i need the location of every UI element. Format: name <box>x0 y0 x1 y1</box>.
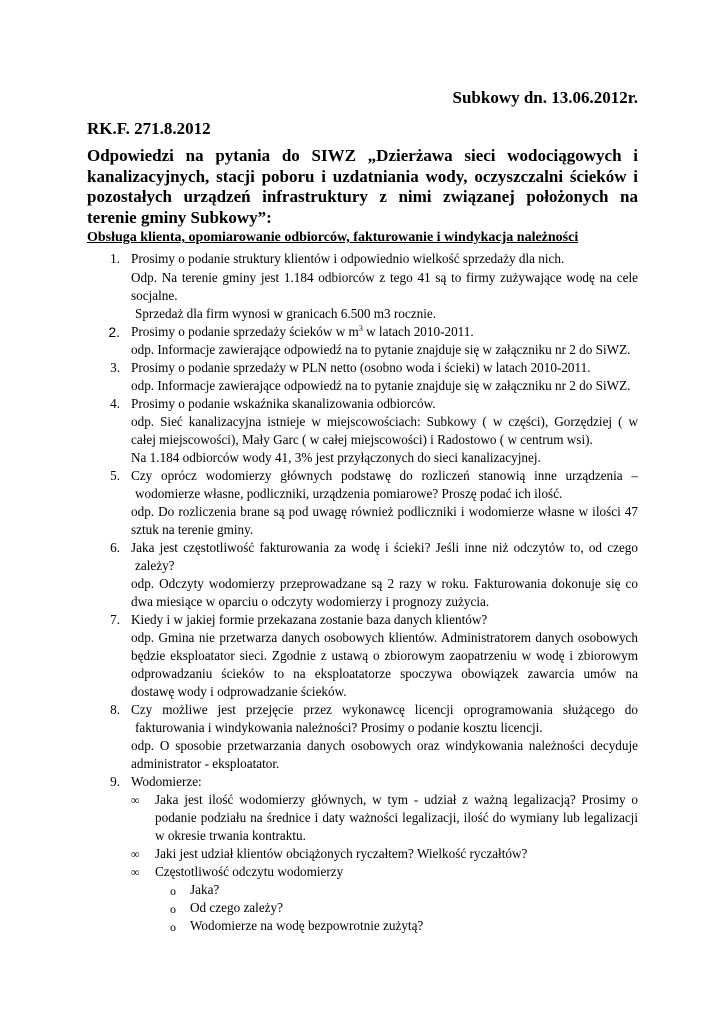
answer-text: odp. Do rozliczenia brane są pod uwagę również podliczniki i wodomierze własne w ilości 47 <box>131 504 638 519</box>
answer-text: odp. Informacje zawierające odpowiedź na to pytanie znajduje się w załączniku nr 2 do SiWZ. <box>131 342 631 357</box>
sub-bullet-text: Wodomierze na wodę bezpowrotnie zużytą? <box>190 918 424 933</box>
answer-text: odprowadzaniu ścieków to na eksploatatorze spoczywa obowiązek zawarcia umów na <box>131 666 638 681</box>
answer-text: sztuk na terenie gminy. <box>131 522 254 537</box>
section-heading: Obsługa klienta, opomiarowanie odbiorców, fakturowanie i windykacja należności <box>87 230 579 245</box>
question-text: Wodomierze: <box>131 774 202 789</box>
document-title: Odpowiedzi na pytania do SIWZ „Dzierżawa sieci wodociągowych i kanalizacyjnych, stacji poboru i uzdatniania wody, oczyszczalni ścieków i pozostałych urządzeń infrastruktury z nimi związanej położonych na terenie gminy Subkowy”: <box>87 146 638 227</box>
item-number: 8. <box>110 702 120 717</box>
answer-text: dostawę wody i odprowadzanie ścieków. <box>131 684 347 699</box>
answer-text: odp. Gmina nie przetwarza danych osobowych klientów. Administratorem danych osobowych <box>131 630 638 645</box>
item-number: 5. <box>110 468 120 483</box>
question-text: Prosimy o podanie wskaźnika skanalizowania odbiorców. <box>131 396 436 411</box>
question-text: Czy możliwe jest przejęcie przez wykonawcę licencji oprogramowania służącego do <box>131 702 638 717</box>
answer-text: administrator - eksploatator. <box>131 756 280 771</box>
answer-text: dwa miesiące w oparciu o odczyty wodomierzy i prognozy zużycia. <box>131 594 490 609</box>
answer-text: odp. Odczyty wodomierzy przeprowadzane są 2 razy w roku. Fakturowania dokonuje się co <box>131 576 638 591</box>
item-number: 6. <box>110 540 120 555</box>
answer-text: Odp. Na terenie gminy jest 1.184 odbiorców z tego 41 są to firmy zużywające wodę na cele <box>131 270 638 285</box>
circle-bullet-icon: o <box>170 884 176 898</box>
item-number: 3. <box>110 360 120 375</box>
question-text: Czy oprócz wodomierzy głównych podstawę do rozliczeń stanowią inne urządzenia – <box>131 468 638 483</box>
question-text: Jaka jest częstotliwość fakturowania za wodę i ścieki? Jeśli inne niż odczytów to, od czego <box>131 540 638 555</box>
bullet-text: podanie podziału na średnice i daty ważności legalizacji, ilość do wymiany lub legalizacji <box>155 810 638 825</box>
infinity-bullet-icon: ∞ <box>131 793 140 807</box>
question-text: Kiedy i w jakiej formie przekazana zostanie baza danych klientów? <box>131 612 488 627</box>
question-text: Prosimy o podanie struktury klientów i odpowiednio wielkość sprzedaży dla nich. <box>131 251 565 266</box>
item-number: 4. <box>110 396 120 411</box>
infinity-bullet-icon: ∞ <box>131 847 140 861</box>
reference-number: RK.F. 271.8.2012 <box>87 119 211 138</box>
sub-bullet-text: Jaka? <box>190 882 220 897</box>
question-text: Prosimy o podanie sprzedaży ścieków w $m^3$ w latach 2010-2011. <box>131 324 474 339</box>
sub-bullet-text: Od czego zależy? <box>190 900 283 915</box>
item-number: 7. <box>110 612 120 627</box>
item-number: 2. <box>108 324 120 340</box>
circle-bullet-icon: o <box>170 920 176 934</box>
bullet-text: Jaki jest udział klientów obciążonych ryczałtem? Wielkość ryczałtów? <box>155 846 528 861</box>
question-text: wodomierze własne, podliczniki, urządzenia pomiarowe? Proszę podać ich ilość. <box>135 486 563 501</box>
answer-text: odp. O sposobie przetwarzania danych osobowych oraz windykowania należności decyduje <box>131 738 638 753</box>
question-text: Prosimy o podanie sprzedaży w PLN netto (osobno woda i ścieki) w latach 2010-2011. <box>131 360 591 375</box>
answer-text: całej miejscowości), Mały Garc ( w całej miejscowości) i Radostowo ( w centrum wsi). <box>131 432 593 447</box>
answer-text: Na 1.184 odbiorców wody 41, 3% jest przyłączonych do sieci kanalizacyjnej. <box>131 450 541 465</box>
answer-text: będzie eksploatator sieci. Zgodnie z ustawą o zbiorowym zaopatrzeniu w wodę i zbiorowym <box>131 648 638 663</box>
answer-text: Sprzedaż dla firm wynosi w granicach 6.500 m3 rocznie. <box>135 306 437 321</box>
infinity-bullet-icon: ∞ <box>131 865 140 879</box>
document-date: Subkowy dn. 13.06.2012r. <box>452 88 638 107</box>
question-text: zależy? <box>135 558 175 573</box>
answer-text: socjalne. <box>131 288 178 303</box>
bullet-text: w okresie trwania kontraktu. <box>155 828 306 843</box>
circle-bullet-icon: o <box>170 902 176 916</box>
item-number: 1. <box>110 251 120 266</box>
bullet-text: Jaka jest ilość wodomierzy głównych, w tym - udział z ważną legalizacją? Prosimy o <box>155 792 638 807</box>
bullet-text: Częstotliwość odczytu wodomierzy <box>155 864 344 879</box>
question-text: fakturowania i windykowania należności? Prosimy o podanie kosztu licencji. <box>135 720 543 735</box>
answer-text: odp. Sieć kanalizacyjna istnieje w miejscowościach: Subkowy ( w części), Gorzędziej ( w <box>131 414 638 429</box>
answer-text: odp. Informacje zawierające odpowiedź na to pytanie znajduje się w załączniku nr 2 do SiWZ. <box>131 378 631 393</box>
item-number: 9. <box>110 774 120 789</box>
